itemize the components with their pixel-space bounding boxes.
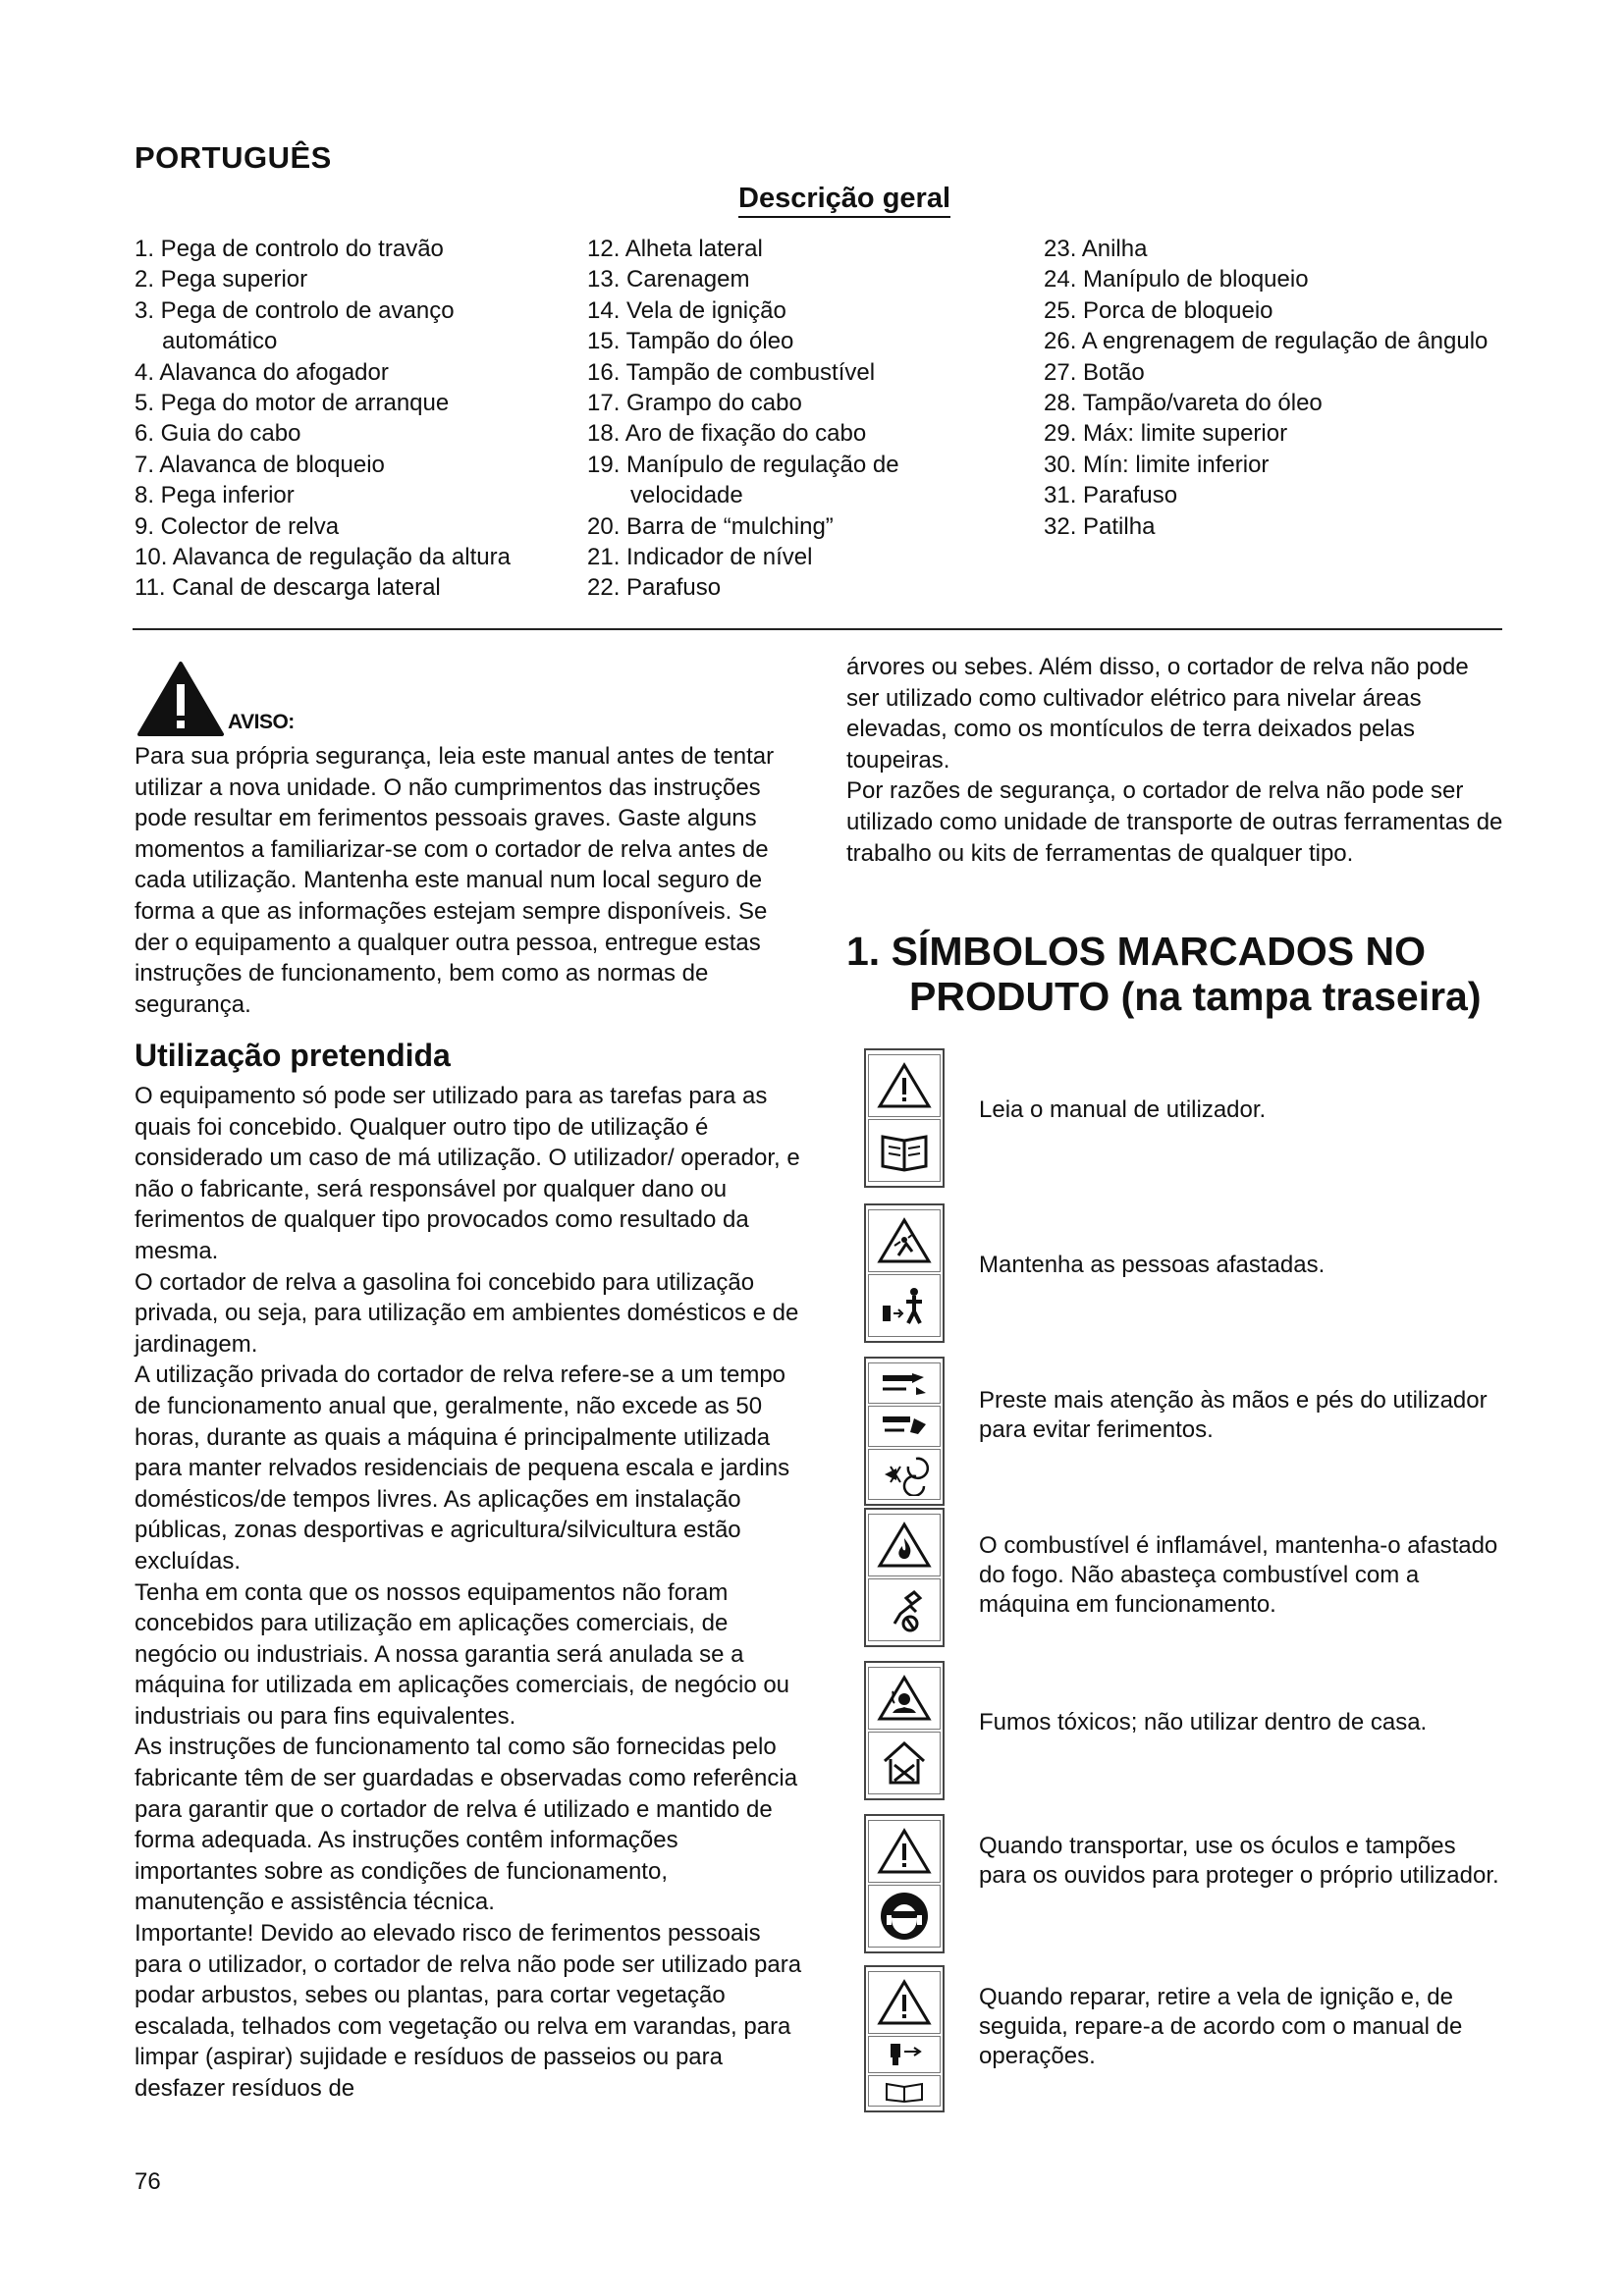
- symbols-heading: [846, 929, 1514, 1019]
- symbol-group-keep-away: [864, 1203, 945, 1343]
- part-item: 13. Carenagem: [587, 266, 750, 294]
- symbol-text-toxic: Fumos tóxicos; não utilizar dentro de casa.: [979, 1709, 1428, 1735]
- fire-hazard-icon: [868, 1514, 941, 1576]
- symbol-text-fuel: O combustível é inflamável, mantenha-o afastado do fogo. Não abasteça combustível com a máquina em funcionamento.: [979, 1532, 1498, 1618]
- part-item: 17. Grampo do cabo: [587, 390, 802, 417]
- part-item: 29. Máx: limite superior: [1044, 420, 1288, 448]
- symbol-group-fuel: [864, 1508, 945, 1647]
- part-item: 16. Tampão de combustível: [587, 358, 876, 386]
- part-item: 22. Parafuso: [587, 574, 722, 602]
- manual-book-icon: [868, 1119, 941, 1182]
- part-item: 20. Barra de “mulching”: [587, 512, 834, 540]
- symbol-group-hands-feet: [864, 1357, 945, 1506]
- part-item: 23. Anilha: [1044, 236, 1148, 262]
- manual-read-icon: [868, 2075, 941, 2107]
- no-refuel-icon: [868, 1578, 941, 1641]
- part-item: 7. Alavanca de bloqueio: [135, 451, 385, 478]
- part-item: 32. Patilha: [1044, 512, 1156, 540]
- part-item: 9. Colector de relva: [135, 512, 340, 540]
- parts-list-column-1: [135, 234, 557, 604]
- part-item: 26. A engrenagem de regulação de ângulo: [1044, 328, 1489, 355]
- remove-spark-plug-icon: [868, 2036, 941, 2073]
- part-item: 1. Pega de controlo do travão: [135, 236, 444, 262]
- part-item: 12. Alheta lateral: [587, 236, 763, 262]
- part-item: 25. Porca de bloqueio: [1044, 296, 1273, 324]
- parts-list-column-2: [587, 234, 1000, 604]
- intended-use-text: O equipamento só pode ser utilizado para as tarefas para as quais foi concebido. Qualquer outro tipo de utilização é considerado um caso de má utilização. O utilizador/ operador, e não o fabricante, será responsável por qualquer dano ou ferimentos de qualquer tipo provocados como resultado da mesma. O cortador de relva a gasolina foi concebido para utilização privada, ou seja, para utilização em ambientes domésticos e de jardinagem. A utilização privada do cortador de relva refere-se a um tempo de funcionamento anual que, geralmente, não excede as 50 horas, durante as quais a máquina é principalmente utilizada para manter relvados residenciais de pequena escala e jardins domésticos/de tempos livres. As aplicações em instalação públicas, zonas desportivas e agricultura/silvicultura estão excluídas. Tenha em conta que os nossos equipamentos não foram concebidos para utilização em aplicações comerciais, de negócio ou industriais. A nossa garantia será anulada se a máquina for utilizada em aplicações comerciais, de negócio ou industriais ou para fins equivalentes. As instruções de funcionamento tal como são fornecidas pelo fabricante têm de ser guardadas e observadas como referência para garantir que o cortador de relva é utilizado e mantido de forma adequada. As instruções contêm informações importantes sobre as condições de funcionamento, manutenção e assistência técnica. Importante! Devido ao elevado risco de ferimentos pessoais para o utilizador, o cortador de relva não pode ser utilizado para podar arbustos, sebes ou plantas, para cortar vegetação escalada, telhados com vegetação ou relva em varandas, para limpar (aspirar) sujidade e resíduos de passeios ou para desfazer resíduos de: [135, 1083, 802, 2102]
- intended-use-continued-text: árvores ou sebes. Além disso, o cortador de relva não pode ser utilizado como cultivador elétrico para nivelar áreas elevadas, como os montículos de terra deixados pelas toupeiras. Por razões de segurança, o cortador de relva não pode ser utilizado como unidade de transporte de outras ferramentas de trabalho ou kits de ferramentas de qualquer tipo.: [846, 654, 1503, 867]
- part-item: 27. Botão: [1044, 358, 1145, 386]
- part-item: 11. Canal de descarga lateral: [135, 574, 441, 602]
- part-item: 14. Vela de ignição: [587, 296, 786, 324]
- part-item: 30. Mín: limite inferior: [1044, 451, 1270, 478]
- symbol-text-repair: Quando reparar, retire a vela de ignição e, de seguida, repare-a de acordo com o manual de operações.: [979, 1984, 1463, 2069]
- symbol-text-read-manual: Leia o manual de utilizador.: [979, 1096, 1267, 1123]
- part-item: 31. Parafuso: [1044, 482, 1178, 509]
- part-item: 5. Pega do motor de arranque: [135, 390, 450, 417]
- rotating-blade-icon: [868, 1449, 941, 1500]
- warning-triangle-icon: [868, 1820, 941, 1883]
- foot-blade-icon: [868, 1406, 941, 1447]
- part-item: 28. Tampão/vareta do óleo: [1044, 390, 1323, 417]
- symbol-group-protection: [864, 1814, 945, 1953]
- intended-use-heading: Utilização pretendida: [135, 1038, 451, 1073]
- section-title: Descrição geral: [738, 183, 950, 218]
- symbols-heading-line1: 1. SÍMBOLOS MARCADOS NO: [846, 929, 1426, 974]
- section-divider: [133, 628, 1502, 630]
- part-item: 21. Indicador de nível: [587, 544, 813, 571]
- part-item: 10. Alavanca de regulação da altura: [135, 544, 511, 571]
- keep-distance-icon: [868, 1274, 941, 1337]
- part-item: 3. Pega de controlo de avanço automático: [135, 296, 455, 355]
- thrown-objects-icon: [868, 1209, 941, 1272]
- symbol-group-read-manual: [864, 1048, 945, 1188]
- warning-text: Para sua própria segurança, leia este manual antes de tentar utilizar a nova unidade. O não cumprimentos das instruções pode resultar em ferimentos pessoais graves. Gaste alguns momentos a familiarizar-se com o cortador de relva antes de cada utilização. Mantenha este manual num local seguro de forma a que as informações estejam sempre disponíveis. Se der o equipamento a qualquer outra pessoa, entregue estas instruções de funcionamento, bem como as normas de segurança.: [135, 743, 775, 1018]
- symbol-group-toxic: [864, 1661, 945, 1800]
- symbol-group-repair: [864, 1965, 945, 2112]
- symbol-text-keep-away: Mantenha as pessoas afastadas.: [979, 1252, 1326, 1278]
- warning-triangle-icon: [137, 661, 224, 737]
- warning-label: AVISO:: [228, 711, 295, 733]
- part-item: 24. Manípulo de bloqueio: [1044, 266, 1309, 294]
- part-item: 15. Tampão do óleo: [587, 328, 794, 355]
- symbol-text-hands-feet: Preste mais atenção às mãos e pés do utilizador para evitar ferimentos.: [979, 1387, 1488, 1443]
- eye-ear-protection-icon: [868, 1885, 941, 1948]
- no-indoor-icon: [868, 1732, 941, 1794]
- toxic-fumes-icon: [868, 1667, 941, 1730]
- part-item: 19. Manípulo de regulação de velocidade: [587, 451, 899, 509]
- warning-triangle-icon: [868, 1054, 941, 1117]
- part-item: 18. Aro de fixação do cabo: [587, 420, 867, 448]
- part-item: 2. Pega superior: [135, 266, 308, 294]
- part-item: 4. Alavanca do afogador: [135, 358, 389, 386]
- hand-blade-icon: [868, 1362, 941, 1404]
- language-heading: PORTUGUÊS: [135, 140, 332, 175]
- symbol-text-protection: Quando transportar, use os óculos e tampões para os ouvidos para proteger o próprio utilizador.: [979, 1833, 1499, 1889]
- parts-list-column-3: [1044, 234, 1515, 542]
- part-item: 6. Guia do cabo: [135, 420, 301, 448]
- page-number: 76: [135, 2168, 161, 2195]
- part-item: 8. Pega inferior: [135, 482, 295, 509]
- warning-triangle-icon: [868, 1971, 941, 2034]
- symbols-heading-line2: PRODUTO (na tampa traseira): [909, 974, 1482, 1019]
